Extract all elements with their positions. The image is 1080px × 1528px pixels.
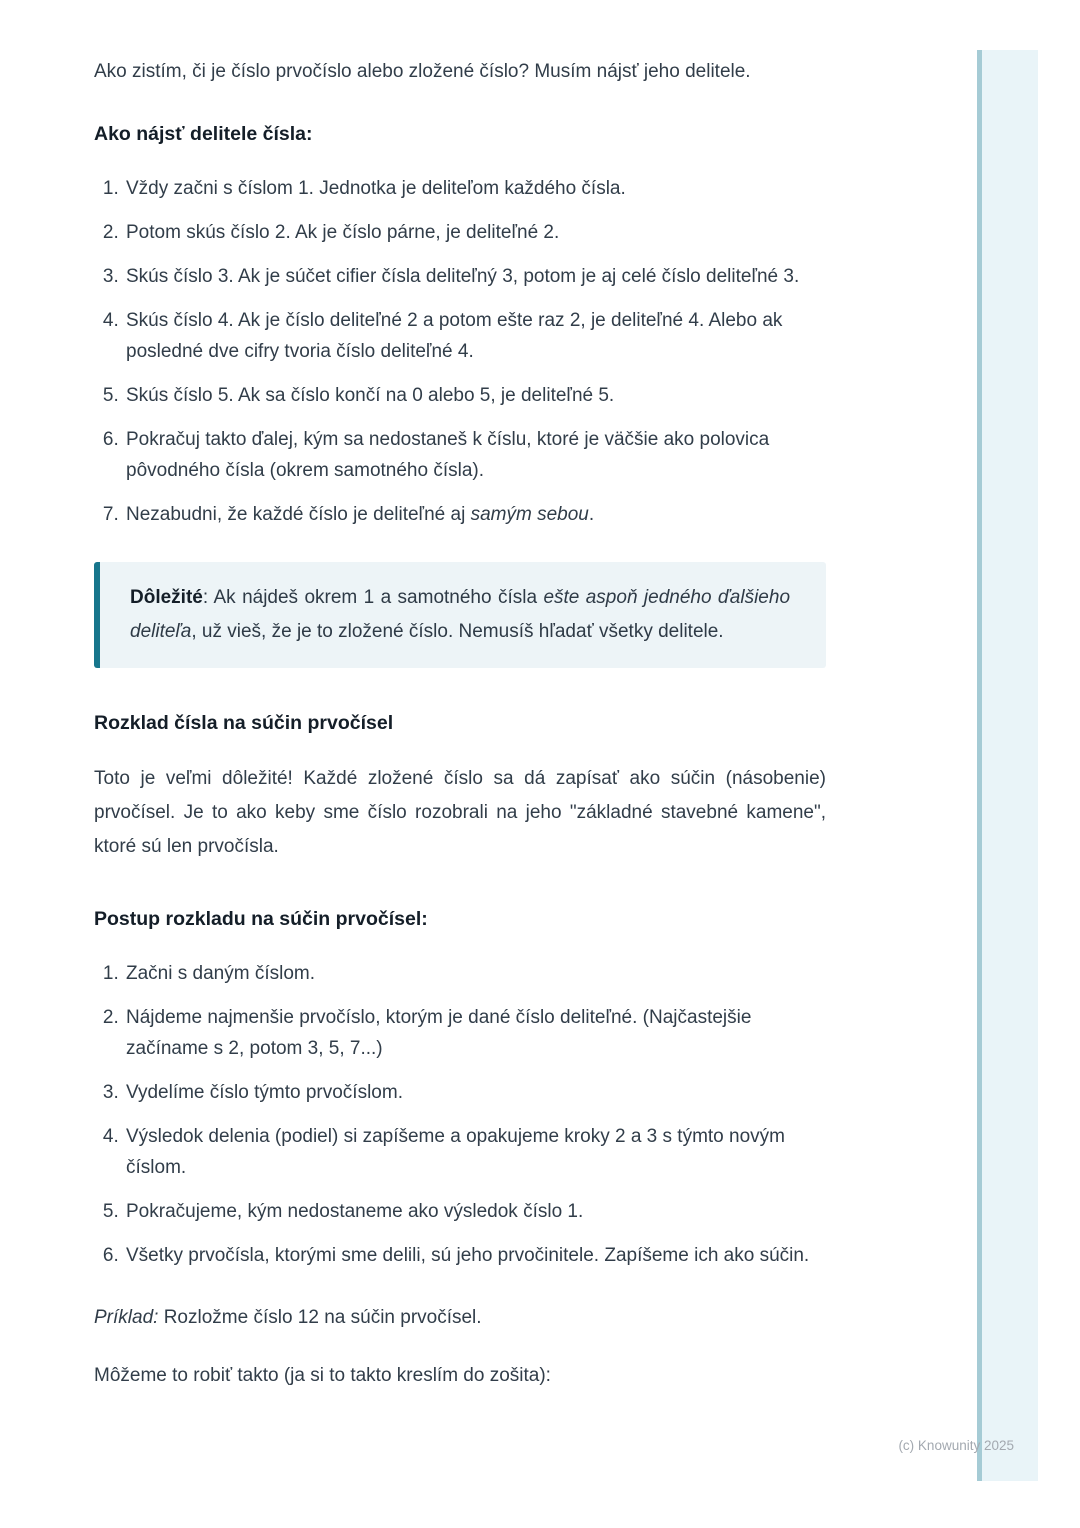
list-item-text: Začni s daným číslom. xyxy=(126,963,315,984)
right-accent-strip xyxy=(977,50,1038,1481)
list-item xyxy=(124,1121,826,1183)
important-callout xyxy=(94,562,826,668)
list-item xyxy=(124,1002,826,1064)
heading-procedure: Postup rozkladu na súčin prvočísel: xyxy=(94,908,428,930)
heading-decomposition: Rozklad čísla na súčin prvočísel xyxy=(94,712,394,734)
decomposition-paragraph: Toto je veľmi dôležité! Každé zložené číslo sa dá zapísať ako súčin (násobenie) prvočísel. Je to ako keby sme číslo rozobrali na jeho "základné stavebné kamene", ktoré sú len prvočísla. xyxy=(94,768,826,857)
divisor-steps-list xyxy=(94,173,826,530)
list-item xyxy=(124,1240,826,1271)
list-item xyxy=(124,499,826,530)
example-text: Rozložme číslo 12 na súčin prvočísel. xyxy=(158,1307,482,1328)
list-item xyxy=(124,424,826,486)
intro-paragraph: Ako zistím, či je číslo prvočíslo alebo zložené číslo? Musím nájsť jeho delitele. xyxy=(94,61,751,82)
list-item xyxy=(124,380,826,411)
list-item-text: Skús číslo 4. Ak je číslo deliteľné 2 a potom ešte raz 2, je deliteľné 4. Alebo ak posledné dve cifry tvoria číslo deliteľné 4. xyxy=(126,310,783,362)
callout-segment: Ak nájdeš okrem 1 a samotného čísla xyxy=(213,587,544,608)
list-item-text: Všetky prvočísla, ktorými sme delili, sú jeho prvočinitele. Zapíšeme ich ako súčin. xyxy=(126,1245,810,1266)
example-line xyxy=(94,1302,826,1333)
list-item xyxy=(124,217,826,248)
callout-text xyxy=(130,581,790,649)
list-item xyxy=(124,173,826,204)
list-item-text: . xyxy=(588,504,595,525)
list-item xyxy=(124,1077,826,1108)
procedure-steps-list xyxy=(94,958,826,1271)
list-item-text: Nájdeme najmenšie prvočíslo, ktorým je dané číslo deliteľné. (Najčastejšie začíname s 2, potom 3, 5, 7...) xyxy=(126,1007,752,1059)
copyright-watermark: (c) Knowunity 2025 xyxy=(898,1438,1014,1453)
list-item-emphasis: samým sebou xyxy=(470,504,589,525)
list-item-text: Pokračuj takto ďalej, kým sa nedostaneš k číslu, ktoré je väčšie ako polovica pôvodného čísla (okrem samotného čísla). xyxy=(126,429,770,481)
list-item xyxy=(124,261,826,292)
list-item-text: Pokračujeme, kým nedostaneme ako výsledok číslo 1. xyxy=(126,1201,584,1222)
list-item-text: Vydelíme číslo týmto prvočíslom. xyxy=(126,1082,403,1103)
list-item-text: Skús číslo 5. Ak sa číslo končí na 0 alebo 5, je deliteľné 5. xyxy=(126,385,615,406)
example-label: Príklad: xyxy=(94,1307,159,1328)
list-item-text: Výsledok delenia (podiel) si zapíšeme a opakujeme kroky 2 a 3 s týmto novým číslom. xyxy=(126,1126,785,1178)
list-item-text: Skús číslo 3. Ak je súčet cifier čísla deliteľný 3, potom je aj celé číslo deliteľné 3. xyxy=(126,266,800,287)
callout-label: Dôležité xyxy=(130,587,203,608)
heading-find-divisors: Ako nájsť delitele čísla: xyxy=(94,123,313,145)
callout-separator: : xyxy=(202,587,214,608)
list-item-text: Vždy začni s číslom 1. Jednotka je deliteľom každého čísla. xyxy=(126,178,626,199)
list-item-text: Potom skús číslo 2. Ak je číslo párne, je deliteľné 2. xyxy=(126,222,560,243)
document-content xyxy=(94,56,826,1391)
closing-line: Môžeme to robiť takto (ja si to takto kreslím do zošita): xyxy=(94,1365,551,1386)
list-item xyxy=(124,958,826,989)
list-item xyxy=(124,1196,826,1227)
list-item xyxy=(124,305,826,367)
callout-segment: , už vieš, že je to zložené číslo. Nemusíš hľadať všetky delitele. xyxy=(191,621,724,642)
list-item-text: Nezabudni, že každé číslo je deliteľné aj xyxy=(126,504,471,525)
callout-emphasis: ešte aspoň jedného ďalšieho deliteľa xyxy=(130,587,791,642)
